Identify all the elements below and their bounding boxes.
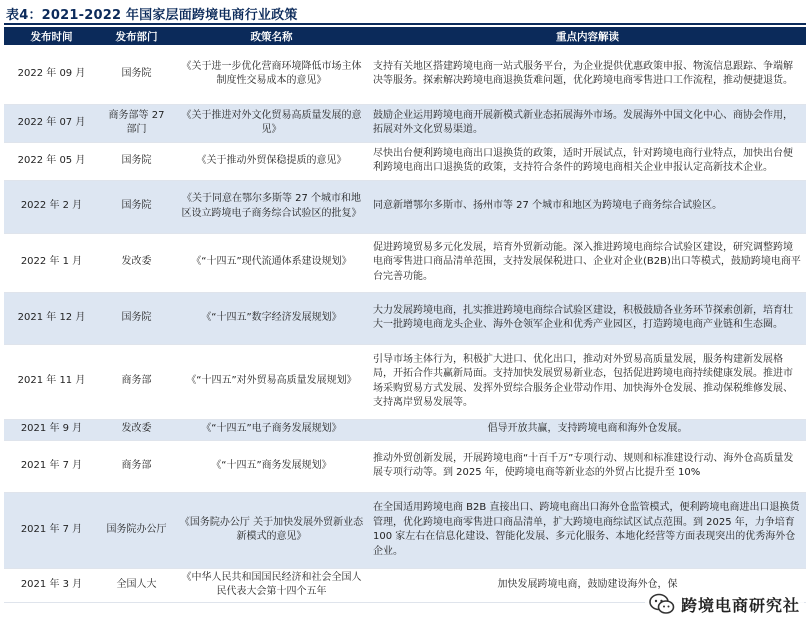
table-row: [4, 233, 806, 292]
cell-name: 《“十四五”数字经济发展规划》: [174, 292, 369, 344]
header-name: 政策名称: [174, 27, 369, 45]
header-dept: 发布部门: [99, 27, 174, 45]
cell-time: 2021 年 3 月: [4, 568, 99, 602]
title-divider: [4, 23, 806, 25]
cell-time: 2022 年 09 月: [4, 45, 99, 104]
watermark: [645, 590, 804, 618]
cell-time: 2021 年 9 月: [4, 419, 99, 440]
table-row: [4, 492, 806, 568]
wechat-icon: [649, 592, 675, 616]
table-title: 表4：2021-2022 年国家层面跨境电商行业政策: [6, 8, 298, 23]
cell-desc: 促进跨境贸易多元化发展，培育外贸新动能。深入推进跨境电商综合试验区建设，研究调整跨境电商零售进口商品清单范围，支持发展保税进口、企业对企业(B2B)出口等模式，鼓励跨境电商平台完善功能。: [369, 233, 806, 292]
cell-dept: 国务院: [99, 292, 174, 344]
table-row: [4, 104, 806, 142]
cell-desc: 引导市场主体行为，积极扩大进口、优化出口，推动对外贸易高质量发展，服务构建新发展格局，开拓合作共赢新局面。支持加快发展贸易新业态，包括促进跨境电商持续健康发展。推进市场采购贸易方式发展、发挥外贸综合服务企业带动作用、加快海外仓发展、推动保税维修发展、支持离岸贸易发展等。: [369, 344, 806, 419]
cell-time: 2022 年 07 月: [4, 104, 99, 142]
cell-name: 《关于推进对外文化贸易高质量发展的意见》: [174, 104, 369, 142]
cell-time: 2021 年 7 月: [4, 440, 99, 492]
cell-desc: 推动外贸创新发展，开展跨境电商“十百千万”专项行动、规则和标准建设行动、海外仓高质量发展专项行动等。到 2025 年，使跨境电商等新业态的外贸占比提升至 10%: [369, 440, 806, 492]
policy-table: [4, 27, 806, 603]
cell-time: 2021 年 7 月: [4, 492, 99, 568]
cell-name: 《“十四五”商务发展规划》: [174, 440, 369, 492]
cell-time: 2022 年 05 月: [4, 142, 99, 180]
cell-name: 《中华人民共和国国民经济和社会全国人民代表大会第十四个五年: [174, 568, 369, 602]
cell-dept: 商务部: [99, 344, 174, 419]
cell-dept: 商务部等 27 部门: [99, 104, 174, 142]
cell-dept: 全国人大: [99, 568, 174, 602]
cell-time: 2022 年 2 月: [4, 180, 99, 233]
cell-name: 《国务院办公厅 关于加快发展外贸新业态新模式的意见》: [174, 492, 369, 568]
cell-dept: 国务院: [99, 180, 174, 233]
cell-desc: 在全国适用跨境电商 B2B 直接出口、跨境电商出口海外仓监管模式，便利跨境电商进出口退换货管理，优化跨境电商零售进口商品清单，扩大跨境电商综试区试点范围。到 2025 年，力争培育 100 家左右在信息化建设、智能化发展、多元化服务、本地化经营等方面表现突出的优秀海外仓企业。: [369, 492, 806, 568]
table-row: [4, 440, 806, 492]
cell-name: 《关于进一步优化营商环境降低市场主体制度性交易成本的意见》: [174, 45, 369, 104]
cell-name: 《“十四五”现代流通体系建设规划》: [174, 233, 369, 292]
cell-dept: 国务院: [99, 142, 174, 180]
cell-dept: 发改委: [99, 419, 174, 440]
cell-desc: 大力发展跨境电商，扎实推进跨境电商综合试验区建设，积极鼓励各业务环节探索创新，培育壮大一批跨境电商龙头企业、海外仓领军企业和优秀产业园区，打造跨境电商产业链和生态圈。: [369, 292, 806, 344]
cell-name: 《“十四五”电子商务发展规划》: [174, 419, 369, 440]
cell-dept: 发改委: [99, 233, 174, 292]
cell-time: 2021 年 11 月: [4, 344, 99, 419]
cell-name: 《“十四五”对外贸易高质量发展规划》: [174, 344, 369, 419]
table-row: [4, 142, 806, 180]
table-row: [4, 344, 806, 419]
cell-desc: 支持有关地区搭建跨境电商一站式服务平台，为企业提供优惠政策申报、物流信息跟踪、争端解决等服务。探索解决跨境电商退换货难问题，优化跨境电商零售进口工作流程，推动便捷退货。: [369, 45, 806, 104]
header-desc: 重点内容解读: [369, 27, 806, 45]
cell-time: 2021 年 12 月: [4, 292, 99, 344]
table-row: [4, 45, 806, 104]
cell-name: 《关于同意在鄂尔多斯等 27 个城市和地区设立跨境电子商务综合试验区的批复》: [174, 180, 369, 233]
cell-dept: 商务部: [99, 440, 174, 492]
cell-desc: 同意新增鄂尔多斯市、扬州市等 27 个城市和地区为跨境电子商务综合试验区。: [369, 180, 806, 233]
cell-desc: 尽快出台便利跨境电商出口退换货的政策，适时开展试点，针对跨境电商行业特点，加快出台便利跨境电商出口退换货的政策，支持符合条件的跨境电商相关企业申报认定高新技术企业。: [369, 142, 806, 180]
table-row: [4, 180, 806, 233]
header-row: [4, 27, 806, 45]
watermark-text: 跨境电商研究社: [680, 595, 800, 615]
cell-dept: 国务院办公厅: [99, 492, 174, 568]
cell-dept: 国务院: [99, 45, 174, 104]
cell-desc: 鼓励企业运用跨境电商开展新模式新业态拓展海外市场。发展海外中国文化中心、商协会作用，拓展对外文化贸易渠道。: [369, 104, 806, 142]
cell-desc: 加快发展跨境电商，鼓励建设海外仓，保: [369, 568, 806, 602]
table-row: [4, 419, 806, 440]
cell-desc: 倡导开放共赢，支持跨境电商和海外仓发展。: [369, 419, 806, 440]
cell-name: 《关于推动外贸保稳提质的意见》: [174, 142, 369, 180]
table-row: [4, 292, 806, 344]
header-time: 发布时间: [4, 27, 99, 45]
cell-time: 2022 年 1 月: [4, 233, 99, 292]
